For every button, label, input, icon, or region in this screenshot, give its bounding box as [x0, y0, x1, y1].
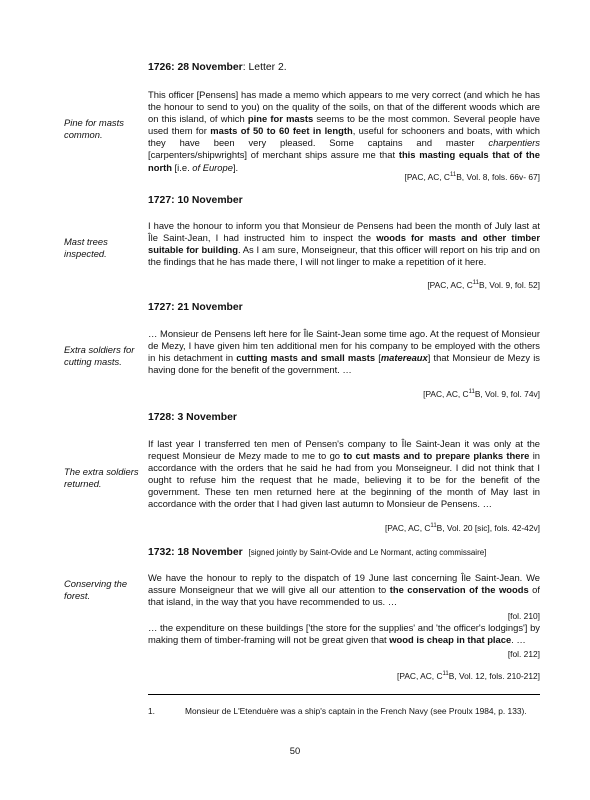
emphasis-text: of Europe — [192, 161, 233, 173]
emphasis-text: charpentiers — [488, 137, 540, 149]
superscript: 11 — [442, 671, 449, 678]
entry-body: This officer [Pensens] has made a memo which appears to me very correct (and which he has the honour to send to you) on the quality of the soils, on that of the different woods which are on this island, of which pine for masts seems to be the most common. Several people have used them for masts of 50 to 60 feet in length, useful for schooners and boats, with which they have been very pleased. Some captains and master charpentiers [carpenters/shipwrights] of merchant ships assure me that this masting equals that of the north [i.e. of Europe]. — [148, 89, 540, 173]
margin-note: Conserving the forest. — [64, 578, 128, 601]
entry-date: 1732: 18 November — [148, 547, 243, 558]
entry-heading — [148, 302, 243, 313]
entry-heading-note: : Letter 2. — [242, 62, 287, 73]
entry-heading-note: [signed jointly by Saint-Ovide and Le Normant, acting commissaire] — [248, 548, 487, 557]
folio-reference: [fol. 212] — [507, 649, 540, 659]
emphasis-text: cutting masts and small masts — [236, 352, 376, 364]
emphasis-text: wood is cheap in that place — [389, 634, 512, 646]
page-number: 50 — [289, 745, 301, 756]
folio-reference: [fol. 210] — [507, 611, 540, 621]
entry-body: We have the honour to reply to the dispatch of 19 June last concerning Île Saint-Jean. We assure Monseigneur that we will give all our attention to the conservation of the woods of that island, in the way that you have recommended to us. … — [148, 572, 540, 608]
emphasis-text: the conservation of the woods — [389, 584, 529, 596]
entry-heading — [148, 195, 243, 206]
emphasis-text: this masting equals that of the north — [148, 149, 540, 173]
entry-heading — [148, 412, 237, 423]
entry-date: 1727: 21 November — [148, 302, 243, 313]
entry-date: 1727: 10 November — [148, 195, 243, 206]
superscript: 11 — [430, 523, 437, 530]
footnote-divider — [148, 694, 540, 695]
emphasis-text: woods for masts and other timber suitable for building — [148, 232, 540, 256]
margin-note: The extra soldiers returned. — [64, 466, 139, 489]
citation: [PAC, AC, $C^{11}B$, Vol. 20 [sic], fols. 42-42v] — [384, 523, 540, 533]
emphasis-text: masts of 50 to 60 feet in length — [210, 125, 353, 137]
entry-body: If last year I transferred ten men of Pensen's company to Île Saint-Jean it was only at the request Monsieur de Mezy made to me to go to cut masts and to prepare planks there in accordance with the orders that he said he had from you Monseigneur. I did not think that I ought to refuse him the request that he made, believing it to be for the benefit of the government. These ten men returned here at the beginning of the month of May last in accordance with the order that I had given last autumn to Monsieur de Pensens. … — [148, 438, 541, 510]
emphasis-text: matereaux — [380, 352, 428, 364]
entry-heading — [148, 62, 287, 73]
citation: [PAC, AC, $C^{11}B$, Vol. 9, fol. 74v] — [423, 389, 540, 399]
citation: [PAC, AC, $C^{11}B$, Vol. 9, fol. 52] — [427, 280, 540, 290]
entry-date: 1726: 28 November — [148, 62, 243, 73]
margin-note: Mast trees inspected. — [64, 236, 108, 259]
entry-date: 1728: 3 November — [148, 412, 237, 423]
emphasis-text: pine for masts — [247, 113, 314, 125]
citation: [PAC, AC, $C^{11}B$, Vol. 12, fols. 210-212] — [397, 671, 540, 681]
emphasis-text: to cut masts and to prepare planks there — [343, 450, 530, 462]
citation: [PAC, AC, $C^{11}B$, Vol. 8, fols. 66v- 67] — [404, 172, 540, 182]
entry-heading — [148, 547, 486, 558]
superscript: 11 — [468, 389, 475, 396]
footnote-number: 1. — [148, 706, 155, 716]
margin-note: Extra soldiers for cutting masts. — [64, 344, 135, 367]
superscript: 11 — [472, 280, 479, 287]
superscript: 11 — [449, 172, 457, 179]
entry-body: I have the honour to inform you that Monsieur de Pensens had been the month of July last at Île Saint-Jean, I had instructed him to inspect the woods for masts and other timber suitable for building. As I am sure, Monseigneur, that this officer will report on his trip and on the findings that he has made there, I will not linger to make a repetition of it here. — [148, 220, 540, 268]
entry-body: … Monsieur de Pensens left here for Île Saint-Jean some time ago. At the request of Monsieur de Mezy, I have given him ten additional men for his company to be employed with the others in his detachment in cutting masts and small masts [matereaux] that Monsieur de Mezy is having done for the benefit of the government. … — [148, 328, 540, 376]
footnote-text: Monsieur de L'Etenduère was a ship's captain in the French Navy (see Proulx 1984, p. 133). — [185, 706, 527, 716]
margin-note: Pine for masts common. — [64, 117, 124, 140]
entry-body: … the expenditure on these buildings ['the store for the supplies' and 'the officer's lodgings'] by making them of timber-framing will not be great given that wood is cheap in that place. … — [148, 622, 540, 646]
